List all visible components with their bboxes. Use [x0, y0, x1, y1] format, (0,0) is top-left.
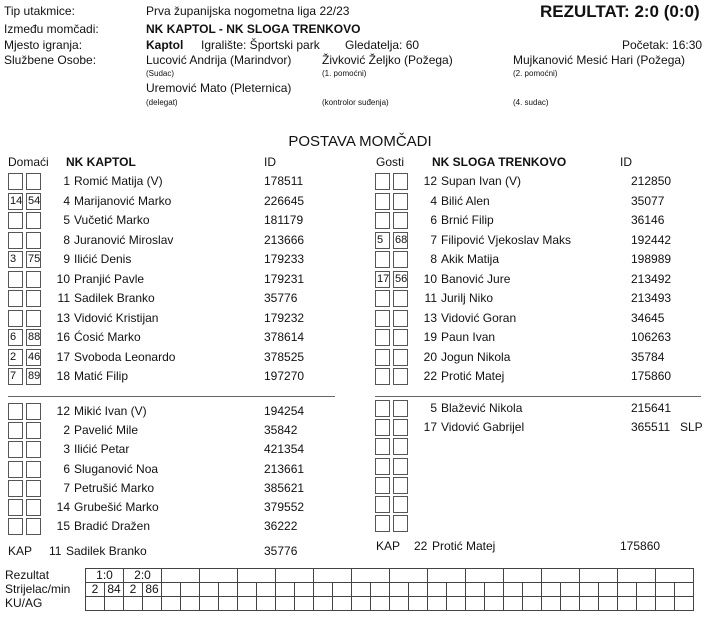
score-cell: [200, 569, 238, 583]
kuag-cell: [580, 597, 599, 611]
score-cell: [238, 569, 276, 583]
player-id: 213661: [264, 461, 305, 476]
player-number: [411, 514, 437, 532]
match-type-label: Tip utakmice:: [4, 4, 75, 18]
player-number: 7: [63, 480, 70, 495]
sub-minute-box: 75: [26, 251, 41, 268]
official-name: Živković Željko (Požega): [322, 53, 453, 67]
sub-player-number-box: [375, 329, 390, 346]
player-id: 106263: [631, 330, 672, 344]
scorer-number-cell: [162, 583, 181, 597]
kuag-cell: [257, 597, 276, 611]
player-name: Protić Matej: [441, 369, 505, 383]
player-name: Petrušić Marko: [74, 480, 155, 495]
sub-minute-box: 88: [26, 329, 41, 346]
player-number: 2: [63, 423, 70, 438]
scorer-minute-cell: [333, 583, 352, 597]
sub-minute-box: [26, 232, 41, 249]
kuag-cell: [124, 597, 143, 611]
scorer-number-cell: [390, 583, 409, 597]
results-row-label: Rezultat: [5, 568, 50, 582]
scorer-number-cell: [504, 583, 523, 597]
sub-player-number-box: [375, 173, 390, 190]
sub-player-number-box: [375, 515, 390, 532]
player-id: 179231: [264, 271, 305, 286]
player-number: 5: [430, 401, 437, 415]
sub-minute-box: [26, 310, 41, 327]
player-id: 175860: [631, 369, 672, 383]
sub-minute-box: 54: [26, 193, 41, 210]
sub-minute-box: [26, 480, 41, 497]
sub-minute-box: [393, 329, 408, 346]
kuag-cell: [181, 597, 200, 611]
score-cell: 2:0: [124, 569, 162, 583]
sub-minute-box: [393, 458, 408, 475]
scorer-minute-cell: [599, 583, 618, 597]
score-cell: [580, 569, 618, 583]
player-id: 378614: [264, 330, 305, 344]
sub-player-number-box: 14: [8, 193, 23, 210]
sub-minute-box: [26, 212, 41, 229]
results-row-label: KU/AG: [5, 596, 43, 610]
sub-player-number-box: 6: [8, 329, 23, 346]
player-id: 35842: [264, 423, 298, 438]
home-captain-number: 11: [49, 544, 62, 558]
player-name: Paun Ivan: [441, 330, 496, 344]
home-captain-id: 35776: [264, 544, 298, 558]
home-captain-name: Sadilek Branko: [66, 544, 147, 558]
sub-minute-box: [393, 438, 408, 455]
official-role: (kontrolor suđenja): [322, 98, 389, 107]
sub-player-number-box: 2: [8, 349, 23, 366]
player-id: 181179: [264, 213, 304, 227]
player-number: 10: [423, 271, 437, 286]
scorer-minute-cell: 86: [143, 583, 162, 597]
kuag-cell: [504, 597, 523, 611]
kuag-cell: [637, 597, 656, 611]
scorer-number-cell: [314, 583, 333, 597]
sub-player-number-box: [375, 368, 390, 385]
player-number: 17: [56, 349, 70, 364]
sub-minute-box: [26, 271, 41, 288]
kuag-cell: [276, 597, 295, 611]
kuag-cell: [162, 597, 181, 611]
kuag-cell: [656, 597, 675, 611]
kuag-cell: [86, 597, 105, 611]
player-id: 213493: [631, 291, 672, 305]
sub-minute-box: [26, 403, 41, 420]
score-cell: 1:0: [86, 569, 124, 583]
player-id: 215641: [631, 401, 672, 415]
scorer-minute-cell: [295, 583, 314, 597]
result-label: [540, 2, 700, 22]
scorer-minute-cell: [447, 583, 466, 597]
result-value: 2:0 (0:0): [634, 2, 700, 21]
player-id: 36222: [264, 519, 298, 534]
sub-minute-box: [26, 499, 41, 516]
officials-label: Službene Osobe:: [4, 53, 97, 67]
player-name: Vidović Goran: [441, 310, 517, 325]
scorer-number-cell: 2: [86, 583, 105, 597]
player-number: 5: [63, 213, 70, 227]
sub-player-number-box: [375, 212, 390, 229]
sub-player-number-box: [375, 310, 390, 327]
player-number: 22: [423, 369, 437, 383]
player-name: Brnić Filip: [441, 213, 494, 227]
scorer-number-cell: [428, 583, 447, 597]
player-number: 13: [423, 310, 437, 325]
away-team-name: NK SLOGA TRENKOVO: [432, 155, 567, 169]
home-captain-label: KAP: [8, 544, 33, 558]
sub-minute-box: [393, 212, 408, 229]
sub-player-number-box: [375, 438, 390, 455]
scorer-minute-cell: [181, 583, 200, 597]
official-name: Uremović Mato (Pleternica): [146, 81, 292, 95]
home-side-label: Domaći: [8, 155, 49, 169]
player-name: Pranjić Pavle: [74, 271, 145, 286]
score-cell: [428, 569, 466, 583]
scorer-minute-cell: [409, 583, 428, 597]
player-id: 212850: [631, 174, 672, 188]
sub-player-number-box: [375, 496, 390, 513]
sub-minute-box: 68: [393, 232, 408, 249]
kuag-cell: [428, 597, 447, 611]
scorer-minute-cell: [257, 583, 276, 597]
sub-minute-box: [393, 310, 408, 327]
score-cell: [162, 569, 200, 583]
player-number: 15: [56, 519, 70, 534]
player-id: 36146: [631, 213, 665, 227]
player-number: 19: [423, 330, 437, 344]
results-row-label: Strijelac/min: [5, 582, 71, 596]
scorer-number-cell: [656, 583, 675, 597]
player-name: Banović Jure: [441, 271, 511, 286]
player-id: 34645: [631, 310, 665, 325]
player-number: 11: [424, 291, 437, 305]
sub-minute-box: [393, 251, 408, 268]
sub-player-number-box: [375, 349, 390, 366]
player-number: 16: [56, 330, 70, 344]
player-name: Mikić Ivan (V): [74, 404, 147, 418]
between-label: Između momčadi:: [4, 22, 99, 36]
player-number: 12: [423, 174, 437, 188]
sub-minute-box: [393, 515, 408, 532]
sub-player-number-box: [375, 477, 390, 494]
venue-label: Mjesto igranja:: [4, 38, 83, 52]
kuag-cell: [599, 597, 618, 611]
sub-player-number-box: [8, 480, 23, 497]
sub-minute-box: [26, 461, 41, 478]
kuag-cell: [200, 597, 219, 611]
kuag-cell: [675, 597, 694, 611]
player-name: Sluganović Noa: [74, 461, 159, 476]
score-cell: [542, 569, 580, 583]
away-captain-id: 175860: [620, 539, 661, 553]
official-name: Lucović Andrija (Marindvor): [146, 53, 292, 67]
sub-minute-box: [26, 422, 41, 439]
sub-player-number-box: [8, 232, 23, 249]
player-id: 365511: [631, 420, 671, 435]
venue-value: Kaptol: [146, 38, 184, 52]
player-id: 378525: [264, 349, 305, 364]
sub-player-number-box: [8, 461, 23, 478]
sub-player-number-box: [375, 419, 390, 436]
score-cell: [390, 569, 428, 583]
sub-player-number-box: [8, 173, 23, 190]
player-name: Akik Matija: [441, 252, 500, 266]
result-label-text: REZULTAT:: [540, 2, 630, 21]
player-name: Ćosić Marko: [74, 330, 141, 344]
sub-minute-box: [393, 400, 408, 417]
player-number: [411, 437, 437, 455]
official-name: Mujkanović Mesić Hari (Požega): [513, 53, 686, 67]
sub-player-number-box: [375, 458, 390, 475]
player-name: Sadilek Branko: [74, 291, 155, 305]
player-number: [411, 495, 437, 513]
kuag-cell: [352, 597, 371, 611]
kuag-cell: [390, 597, 409, 611]
player-number: 8: [63, 232, 70, 247]
scorer-minute-cell: [371, 583, 390, 597]
kuag-cell: [314, 597, 333, 611]
scorer-minute-cell: [523, 583, 542, 597]
player-id: 379552: [264, 500, 305, 514]
sub-minute-box: [26, 290, 41, 307]
away-side-label: Gosti: [376, 155, 405, 169]
scorer-number-cell: 2: [124, 583, 143, 597]
kuag-cell: [523, 597, 542, 611]
sub-player-number-box: [8, 422, 23, 439]
sub-minute-box: [26, 173, 41, 190]
player-name: Bradić Dražen: [74, 519, 151, 534]
sub-player-number-box: [8, 499, 23, 516]
score-cell: [504, 569, 542, 583]
player-id: 197270: [264, 369, 305, 383]
sub-player-number-box: 17: [375, 271, 390, 288]
score-cell: [276, 569, 314, 583]
score-cell: [352, 569, 390, 583]
kuag-cell: [333, 597, 352, 611]
player-number: 4: [63, 193, 70, 208]
scorer-minute-cell: [561, 583, 580, 597]
sub-player-number-box: [375, 290, 390, 307]
scorer-number-cell: [580, 583, 599, 597]
player-number: 10: [56, 271, 70, 286]
pitch-value: Igralište: Športski park: [201, 38, 320, 52]
player-name: Matić Filip: [74, 369, 129, 383]
score-cell: [618, 569, 656, 583]
official-role: (4. sudac): [513, 98, 549, 107]
sub-minute-box: [393, 173, 408, 190]
sub-minute-box: [393, 290, 408, 307]
sub-player-number-box: 7: [8, 368, 23, 385]
away-captain-label: KAP: [376, 539, 401, 553]
player-note: SLP: [680, 420, 703, 435]
scorer-number-cell: [618, 583, 637, 597]
player-name: Bilić Alen: [441, 193, 490, 208]
scorer-minute-cell: [637, 583, 656, 597]
sub-minute-box: [393, 368, 408, 385]
player-number: [411, 457, 437, 475]
kuag-cell: [143, 597, 162, 611]
player-id: 35776: [264, 291, 298, 305]
results-table: [4, 568, 694, 611]
player-name: Romić Matija (V): [74, 174, 163, 188]
player-name: Vidović Kristijan: [74, 310, 159, 325]
player-number: 7: [430, 232, 437, 247]
scorer-number-cell: [238, 583, 257, 597]
player-name: Jurilj Niko: [441, 291, 494, 305]
player-id: 194254: [264, 404, 305, 418]
player-name: Ilićić Petar: [74, 442, 130, 457]
home-divider: [8, 396, 335, 397]
away-captain-number: 22: [414, 539, 428, 553]
player-name: Ilićić Denis: [74, 252, 132, 266]
sub-minute-box: [26, 441, 41, 458]
scorer-number-cell: [200, 583, 219, 597]
player-id: 35784: [631, 349, 665, 364]
home-id-header: ID: [264, 155, 276, 169]
kuag-cell: [371, 597, 390, 611]
player-number: 1: [63, 174, 70, 188]
sub-player-number-box: [8, 290, 23, 307]
player-number: 9: [63, 252, 70, 266]
player-name: Jogun Nikola: [441, 349, 511, 364]
player-number: 12: [56, 404, 70, 418]
player-id: 385621: [264, 480, 305, 495]
player-name: Marijanović Marko: [74, 193, 172, 208]
player-id: 213492: [631, 271, 672, 286]
sub-minute-box: [393, 496, 408, 513]
kuag-cell: [466, 597, 485, 611]
player-id: 421354: [264, 442, 305, 457]
player-name: Juranović Miroslav: [74, 232, 174, 247]
sub-player-number-box: 5: [375, 232, 390, 249]
sub-player-number-box: [375, 193, 390, 210]
scorer-number-cell: [276, 583, 295, 597]
scorer-minute-cell: [675, 583, 694, 597]
player-number: 8: [430, 252, 437, 266]
player-number: 17: [423, 420, 437, 435]
official-role: (Sudac): [146, 69, 175, 78]
official-role: (delegat): [146, 98, 178, 107]
player-number: 11: [57, 291, 70, 305]
away-divider: [375, 396, 701, 397]
kuag-cell: [618, 597, 637, 611]
sub-minute-box: [393, 349, 408, 366]
kuag-cell: [485, 597, 504, 611]
away-captain-name: Protić Matej: [432, 539, 496, 553]
player-number: 20: [423, 349, 437, 364]
player-id: 192442: [631, 232, 672, 247]
player-id: 226645: [264, 193, 305, 208]
sub-player-number-box: [8, 441, 23, 458]
player-id: 179232: [264, 310, 305, 325]
league-name: Prva županijska nogometna liga 22/23: [146, 4, 350, 18]
kuag-cell: [219, 597, 238, 611]
kuag-cell: [409, 597, 428, 611]
sub-player-number-box: 3: [8, 251, 23, 268]
player-number: [411, 476, 437, 494]
player-number: 6: [430, 213, 437, 227]
player-id: 198989: [631, 252, 672, 266]
player-number: 3: [63, 442, 70, 457]
home-team-name: NK KAPTOL: [66, 155, 136, 169]
sub-minute-box: [26, 518, 41, 535]
player-id: 178511: [264, 174, 304, 188]
sub-player-number-box: [8, 403, 23, 420]
score-cell: [656, 569, 694, 583]
scorer-number-cell: [352, 583, 371, 597]
sub-player-number-box: [8, 518, 23, 535]
scorer-number-cell: [542, 583, 561, 597]
sub-player-number-box: [375, 400, 390, 417]
kuag-cell: [542, 597, 561, 611]
player-name: Grubešić Marko: [74, 500, 159, 514]
official-role: (2. pomoćni): [513, 69, 558, 78]
scorer-minute-cell: [219, 583, 238, 597]
official-role: (1. pomoćni): [322, 69, 367, 78]
sub-player-number-box: [8, 212, 23, 229]
player-number: 13: [56, 310, 70, 325]
score-cell: [466, 569, 504, 583]
player-name: Supan Ivan (V): [441, 174, 522, 188]
spectators-value: Gledatelja: 60: [345, 38, 420, 52]
sub-minute-box: [393, 193, 408, 210]
player-id: 179233: [264, 252, 305, 266]
lineup-title: POSTAVA MOMČADI: [288, 133, 432, 150]
sub-minute-box: [393, 477, 408, 494]
player-number: 14: [56, 500, 70, 514]
teams-title: NK KAPTOL - NK SLOGA TRENKOVO: [146, 22, 361, 36]
player-number: 4: [430, 193, 437, 208]
player-name: Filipović Vjekoslav Maks: [441, 232, 572, 247]
sub-player-number-box: [8, 271, 23, 288]
kuag-cell: [105, 597, 124, 611]
scorer-minute-cell: [485, 583, 504, 597]
away-id-header: ID: [620, 155, 632, 169]
sub-minute-box: [393, 419, 408, 436]
scorer-number-cell: [466, 583, 485, 597]
sub-minute-box: 89: [26, 368, 41, 385]
kickoff-value: Početak: 16:30: [622, 38, 703, 52]
player-name: Vučetić Marko: [74, 213, 150, 227]
player-id: 213666: [264, 232, 305, 247]
kuag-cell: [295, 597, 314, 611]
scorer-minute-cell: 84: [105, 583, 124, 597]
sub-player-number-box: [375, 251, 390, 268]
kuag-cell: [447, 597, 466, 611]
kuag-cell: [238, 597, 257, 611]
player-name: Vidović Gabrijel: [441, 420, 525, 435]
sub-minute-box: 46: [26, 349, 41, 366]
player-name: Svoboda Leonardo: [74, 349, 176, 364]
player-name: Pavelić Mile: [74, 423, 139, 438]
player-name: Blažević Nikola: [441, 401, 523, 415]
sub-player-number-box: [8, 310, 23, 327]
player-number: 18: [56, 369, 70, 383]
sub-minute-box: 56: [393, 271, 408, 288]
player-number: 6: [63, 461, 70, 476]
player-id: 35077: [631, 193, 665, 208]
score-cell: [314, 569, 352, 583]
kuag-cell: [561, 597, 580, 611]
